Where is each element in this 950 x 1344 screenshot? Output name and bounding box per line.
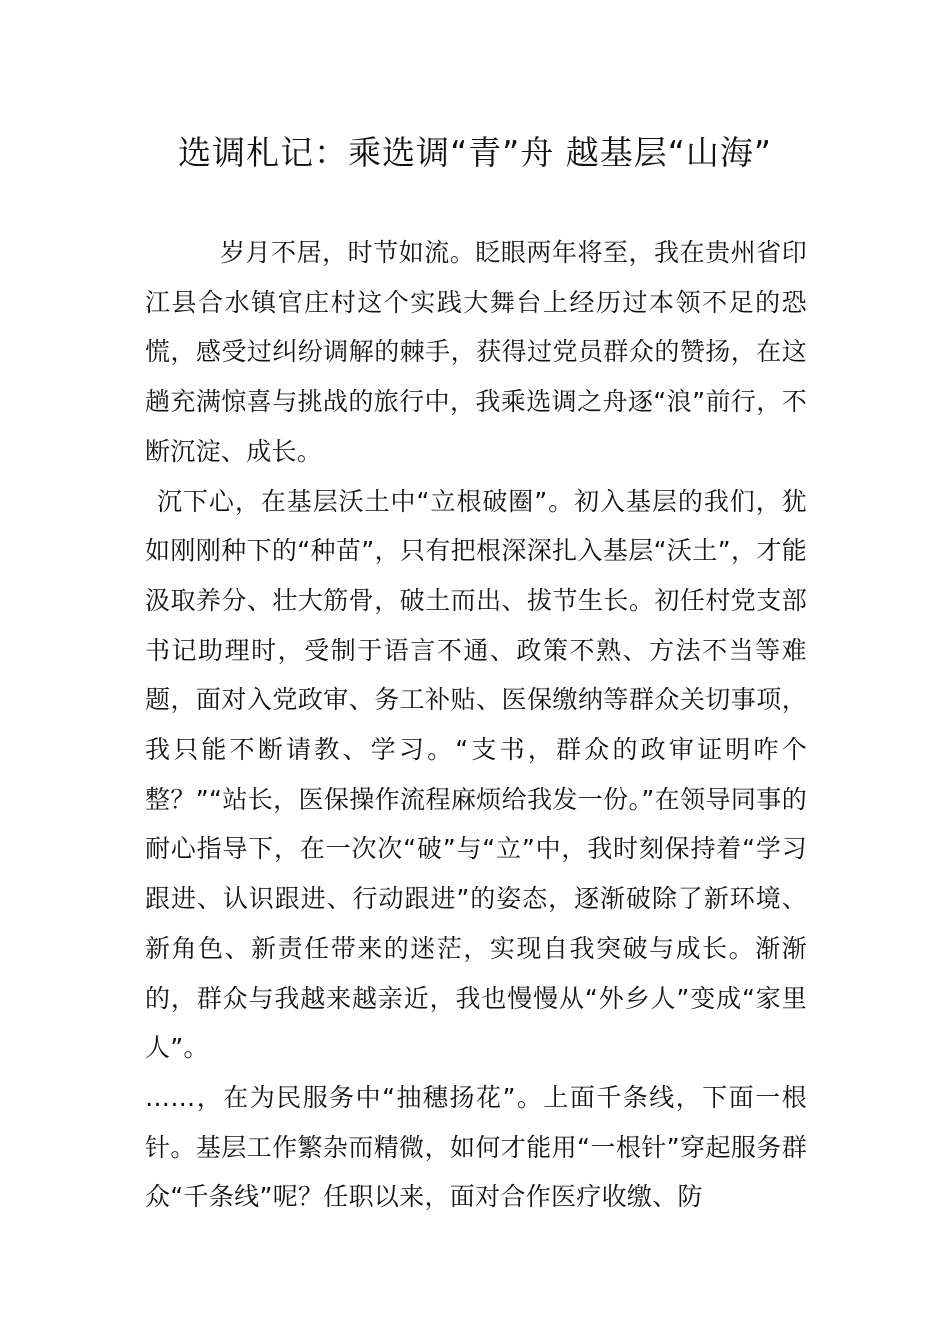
document-body [145, 228, 807, 1222]
paragraph-3: ……，在为民服务中“抽穗扬花”。上面千条线，下面一根针。基层工作繁杂而精微，如何才能用“一根针”穿起服务群众“千条线”呢？任职以来，面对合作医疗收缴、防 [145, 1082, 807, 1212]
paragraph-2: 沉下心，在基层沃土中“立根破圈”。初入基层的我们，犹如刚刚种下的“种苗”，只有把根深深扎入基层“沃土”，才能汲取养分、壮大筋骨，破土而出、拔节生长。初任村党支部书记助理时，受制于语言不通、政策不熟、方法不当等难题，面对入党政审、务工补贴、医保缴纳等群众关切事项，我只能不断请教、学习。“支书，群众的政审证明咋个整？”“站长，医保操作流程麻烦给我发一份。”在领导同事的耐心指导下，在一次次“破”与“立”中，我时刻保持着“学习跟进、认识跟进、行动跟进”的姿态，逐渐破除了新环境、新角色、新责任带来的迷茫，实现自我突破与成长。渐渐的，群众与我越来越亲近，我也慢慢从“外乡人”变成“家里人”。 [145, 486, 807, 1063]
document-title: 选调札记：乘选调“青”舟 越基层“山海” [178, 133, 772, 172]
paragraph-1: 岁月不居，时节如流。眨眼两年将至，我在贵州省印江县合水镇官庄村这个实践大舞台上经历过本领不足的恐慌，感受过纠纷调解的棘手，获得过党员群众的赞扬，在这趟充满惊喜与挑战的旅行中，我乘选调之舟逐“浪”前行，不断沉淀、成长。 [145, 238, 807, 466]
